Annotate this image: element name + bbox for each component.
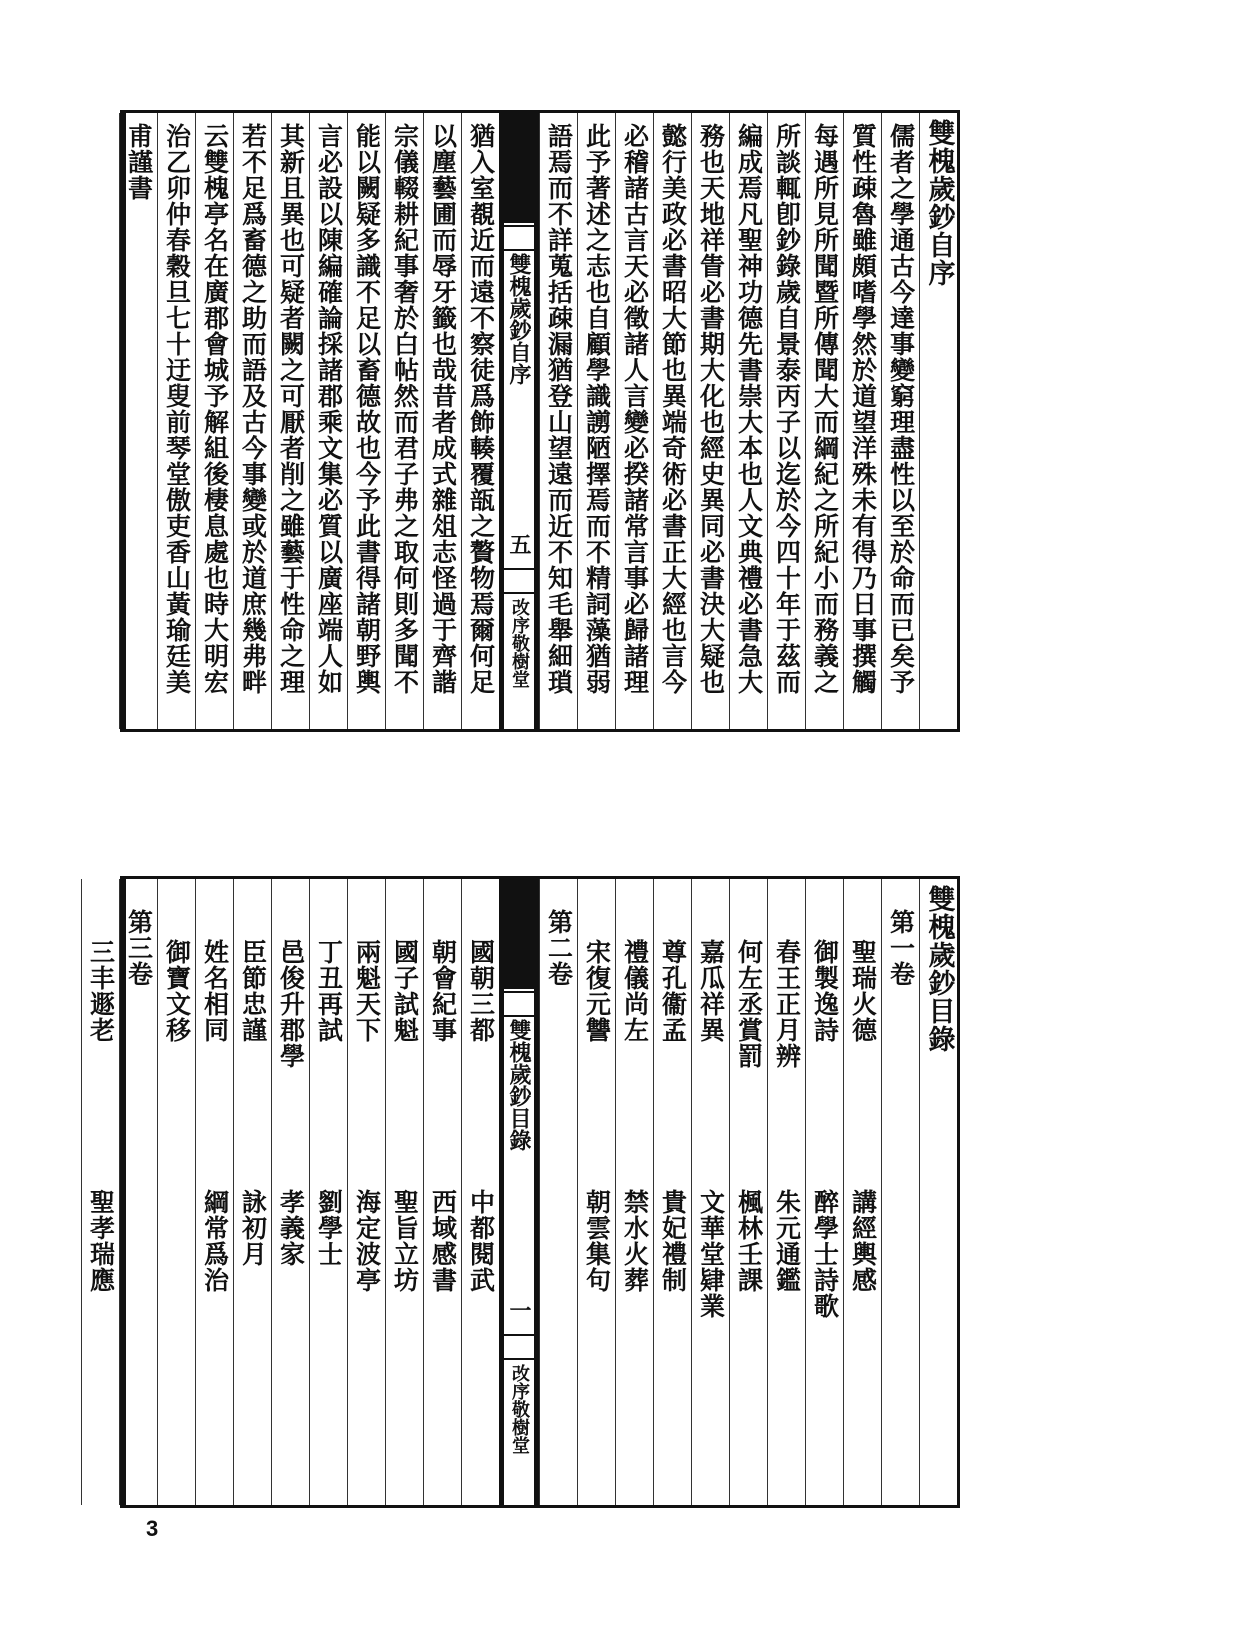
preface-line-column xyxy=(881,113,919,729)
preface-line-column xyxy=(195,113,233,729)
toc-entry: 丁丑再試 xyxy=(314,939,344,1043)
toc-entry-column xyxy=(577,879,615,1505)
preface-title-column xyxy=(919,113,957,729)
fold-page-number: 一 xyxy=(506,1299,532,1321)
toc-entry: 朝雲集句 xyxy=(582,1189,612,1293)
toc-entry-column xyxy=(805,879,843,1505)
toc-entry: 劉學士 xyxy=(314,1189,344,1267)
toc-entry-column xyxy=(767,879,805,1505)
toc-entry: 姓名相同 xyxy=(200,939,230,1043)
toc-entry: 聖旨立坊 xyxy=(390,1189,420,1293)
preface-line: 宗儀輟耕紀事奢於白帖然而君子弗之取何則多聞不 xyxy=(390,123,420,695)
preface-line: 所談輒卽鈔錄歲自景泰丙子以迄於今四十年于茲而 xyxy=(772,123,802,695)
fold-fishtail-bottom xyxy=(504,568,534,594)
preface-line-column xyxy=(843,113,881,729)
preface-line: 質性疎魯雖頗嗜學然於道望洋殊未有得乃日事撰觸 xyxy=(848,123,878,695)
toc-entry: 聖瑞火德 xyxy=(848,939,878,1043)
toc-entry-column xyxy=(843,879,881,1505)
toc-entry: 何左丞賞罰 xyxy=(734,939,764,1069)
preface-line-column xyxy=(691,113,729,729)
toc-entry: 國子試魁 xyxy=(390,939,420,1043)
toc-entry: 詠初月 xyxy=(238,1189,268,1267)
preface-line-column xyxy=(119,113,157,729)
toc-entry: 中都閱武 xyxy=(466,1189,496,1293)
toc-entry: 國朝三都 xyxy=(466,939,496,1043)
preface-line-column xyxy=(577,113,615,729)
toc-entry: 春王正月辨 xyxy=(772,939,802,1069)
preface-line: 其新且異也可疑者闕之可厭者削之雖藝于性命之理 xyxy=(276,123,306,695)
toc-entry: 禁水火葬 xyxy=(620,1189,650,1293)
toc-entry: 臣節忠謹 xyxy=(238,939,268,1043)
toc-entry-column xyxy=(347,879,385,1505)
toc-title-column xyxy=(919,879,957,1505)
toc-volume-column xyxy=(539,879,577,1505)
preface-line-column xyxy=(729,113,767,729)
page-number: 3 xyxy=(146,1516,159,1541)
preface-line: 甫謹書 xyxy=(124,123,154,201)
preface-line: 云雙槐亭名在廣郡會城予解組後棲息處也時大明宏 xyxy=(200,123,230,695)
preface-line: 編成焉凡聖神功德先書崇大本也人文典禮必書急大 xyxy=(734,123,764,695)
toc-entry: 醉學士詩歌 xyxy=(810,1189,840,1319)
toc-entry-column xyxy=(81,879,119,1505)
fold-publisher-mark: 改序敬樹堂 xyxy=(509,1364,530,1454)
toc-entry-column xyxy=(653,879,691,1505)
preface-line: 每遇所見所聞暨所傳聞大而綱紀之所紀小而務義之 xyxy=(810,123,840,695)
preface-page xyxy=(120,110,960,732)
toc-entry: 御製逸詩 xyxy=(810,939,840,1043)
preface-title: 雙槐歲鈔自序 xyxy=(923,119,955,287)
preface-line: 以塵藝圃而辱牙籤也哉昔者成式雜俎志怪過于齊諧 xyxy=(428,123,458,695)
toc-entry-column xyxy=(615,879,653,1505)
toc-volume-label: 第一卷 xyxy=(886,909,916,987)
toc-entry: 楓林壬課 xyxy=(734,1189,764,1293)
toc-page xyxy=(86,876,960,1508)
toc-entry: 朝會紀事 xyxy=(428,939,458,1043)
toc-entry: 西域感書 xyxy=(428,1189,458,1293)
fold-black-mouth-top xyxy=(504,879,534,989)
toc-entry: 聖孝瑞應 xyxy=(86,1189,116,1293)
fold-publisher-mark: 改序敬樹堂 xyxy=(509,598,530,688)
toc-entry-column xyxy=(309,879,347,1505)
fold-fishtail-bottom xyxy=(504,1334,534,1360)
preface-line: 儒者之學通古今達事變窮理盡性以至於命而已矣予 xyxy=(886,123,916,695)
toc-entry-column xyxy=(729,879,767,1505)
toc-entry: 綱常爲治 xyxy=(200,1189,230,1293)
toc-entry-column xyxy=(461,879,499,1505)
preface-line: 言必設以陳編確論採諸郡乘文集必質以廣座端人如 xyxy=(314,123,344,695)
preface-line: 懿行美政必書昭大節也異端奇術必書正大經也言今 xyxy=(658,123,688,695)
toc-entry: 兩魁天下 xyxy=(352,939,382,1043)
preface-line-column xyxy=(347,113,385,729)
toc-volume-label: 第二卷 xyxy=(544,909,574,987)
toc-volume-column xyxy=(881,879,919,1505)
preface-line-column xyxy=(767,113,805,729)
toc-volume-column xyxy=(119,879,157,1505)
fold-fishtail-top xyxy=(504,225,534,251)
toc-entry-column xyxy=(195,879,233,1505)
preface-line-column xyxy=(423,113,461,729)
preface-line-column xyxy=(615,113,653,729)
preface-line: 治乙卯仲春穀旦七十迂叟前琴堂傲吏香山黃瑜廷美 xyxy=(162,123,192,695)
preface-line-column xyxy=(385,113,423,729)
toc-entry-column xyxy=(233,879,271,1505)
toc-volume-label: 第三卷 xyxy=(124,909,154,987)
preface-fold xyxy=(499,113,539,729)
toc-entry-column xyxy=(157,879,195,1505)
preface-line-column xyxy=(805,113,843,729)
toc-entry: 孝義家 xyxy=(276,1189,306,1267)
toc-entry: 御寶文移 xyxy=(162,939,192,1043)
toc-entry: 講經輿感 xyxy=(848,1189,878,1293)
fold-fishtail-top xyxy=(504,991,534,1017)
toc-entry: 禮儀尚左 xyxy=(620,939,650,1043)
preface-line: 語焉而不詳蒐括疎漏猶登山望遠而近不知毛舉細瑣 xyxy=(544,123,574,695)
toc-entry: 朱元通鑑 xyxy=(772,1189,802,1293)
toc-entry: 三丰遯老 xyxy=(86,939,116,1043)
preface-line-column xyxy=(461,113,499,729)
preface-line-column xyxy=(233,113,271,729)
fold-black-mouth-top xyxy=(504,113,534,223)
preface-line: 猶入室覩近而遠不察徒爲飾輳覆瓿之贅物焉爾何足 xyxy=(466,123,496,695)
toc-entry-column xyxy=(271,879,309,1505)
toc-entry-column xyxy=(691,879,729,1505)
toc-entry: 嘉瓜祥異 xyxy=(696,939,726,1043)
toc-entry: 宋復元讐 xyxy=(582,939,612,1043)
preface-line: 若不足爲畜德之助而語及古今事變或於道庶幾弗畔 xyxy=(238,123,268,695)
preface-line-column xyxy=(309,113,347,729)
preface-line: 必稽諸古言天必徵諸人言變必揆諸常言事必歸諸理 xyxy=(620,123,650,695)
toc-entry: 邑俊升郡學 xyxy=(276,939,306,1069)
toc-fold xyxy=(499,879,539,1505)
preface-line: 務也天地祥眚必書期大化也經史異同必書決大疑也 xyxy=(696,123,726,695)
toc-entry: 海定波亭 xyxy=(352,1189,382,1293)
preface-line: 此予著述之志也自顧學識謭陋擇焉而不精詞藻猶弱 xyxy=(582,123,612,695)
toc-title: 雙槐歲鈔目錄 xyxy=(923,885,955,1053)
toc-entry: 尊孔衞孟 xyxy=(658,939,688,1043)
fold-title: 雙槐歲鈔自序 xyxy=(506,253,532,385)
preface-line-column xyxy=(271,113,309,729)
toc-entry-column xyxy=(385,879,423,1505)
preface-line: 能以闕疑多識不足以畜德故也今予此書得諸朝野輿 xyxy=(352,123,382,695)
fold-title: 雙槐歲鈔目錄 xyxy=(506,1019,532,1151)
fold-page-number: 五 xyxy=(506,533,532,555)
preface-line-column xyxy=(539,113,577,729)
toc-entry-column xyxy=(423,879,461,1505)
preface-line-column xyxy=(653,113,691,729)
toc-entry: 文華堂肄業 xyxy=(696,1189,726,1319)
toc-entry: 貴妃禮制 xyxy=(658,1189,688,1293)
preface-line-column xyxy=(157,113,195,729)
